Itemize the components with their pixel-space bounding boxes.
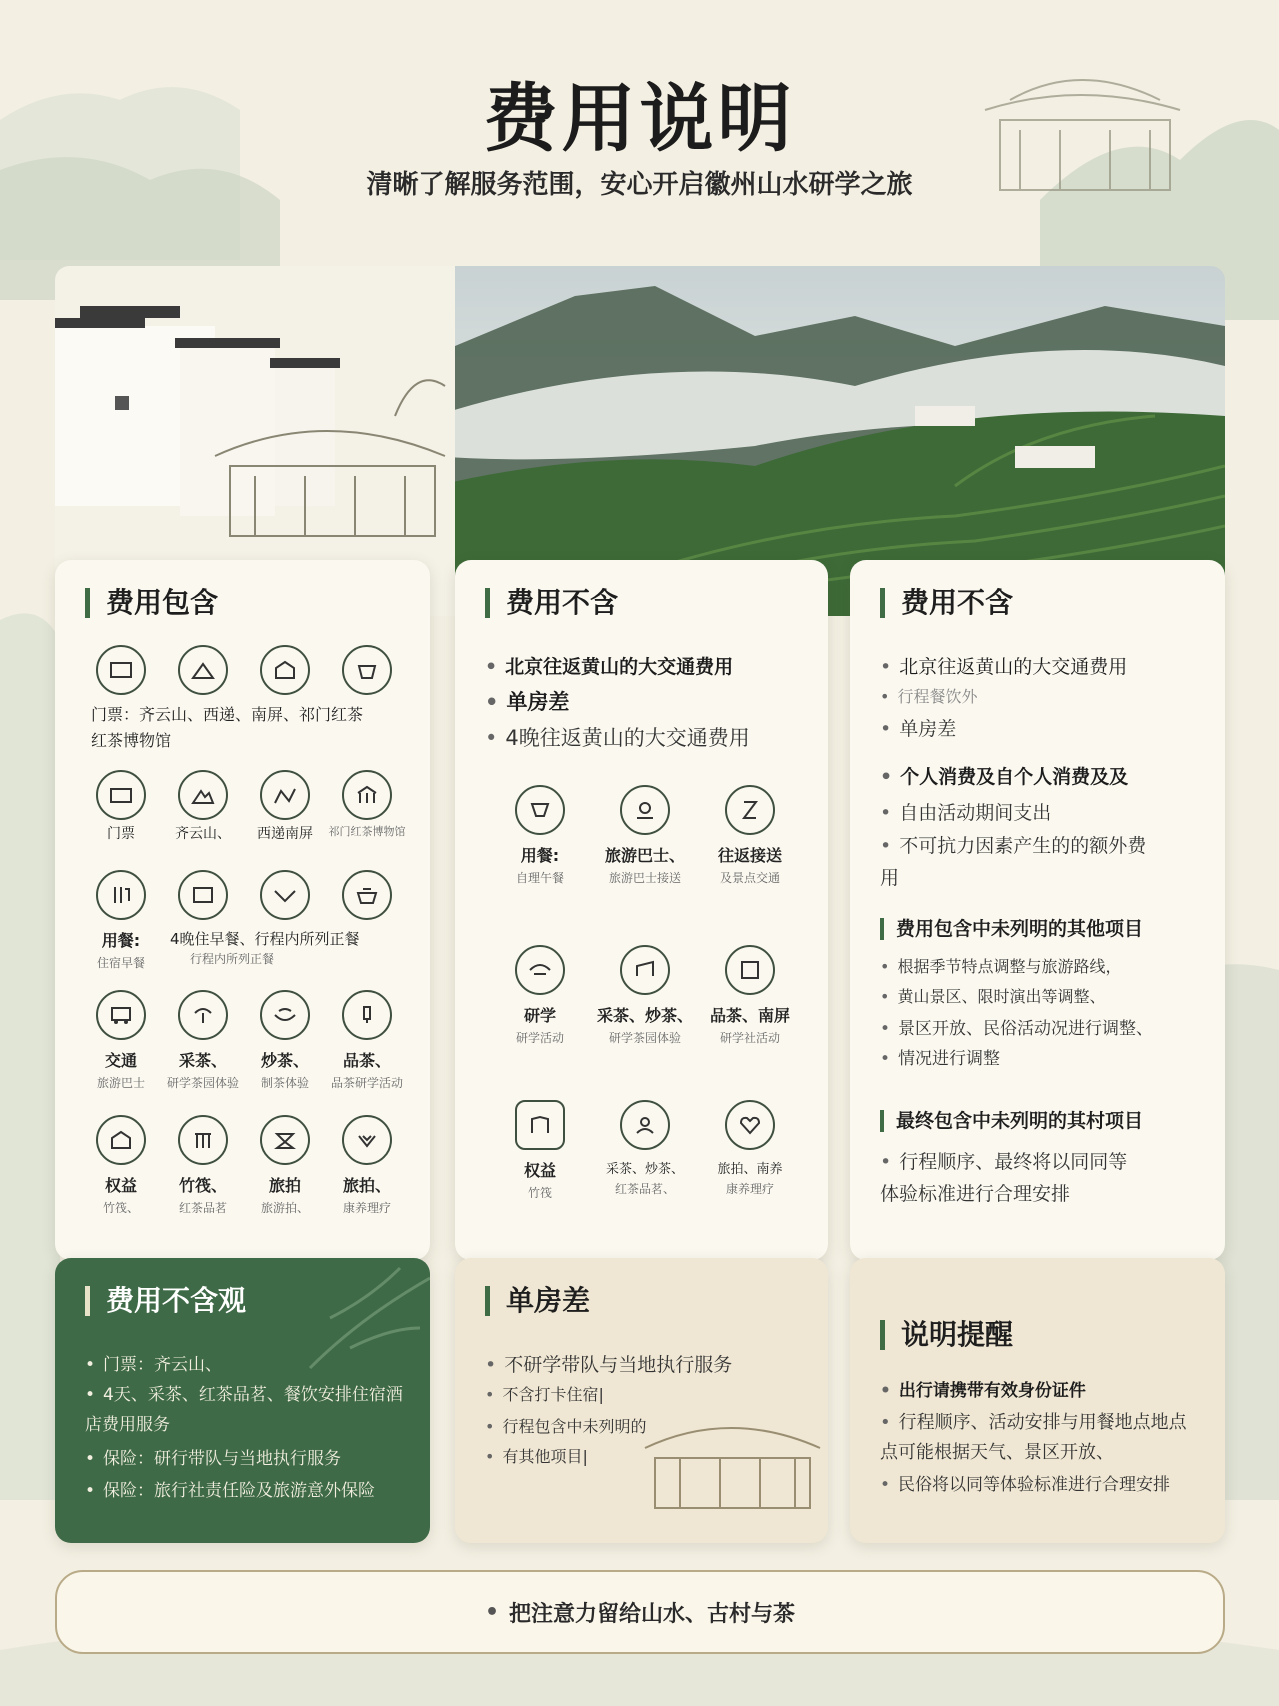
included-row5-label-1: 竹筏、 xyxy=(178,1176,227,1195)
included-row2-item-1 xyxy=(162,770,244,843)
included-row5-sub-0: 竹筏、 xyxy=(102,1201,139,1215)
mountain-icon xyxy=(178,770,228,820)
meal-item-4 xyxy=(326,870,408,920)
excluded-right-bullet-1: • 行程餐饮外 xyxy=(880,684,977,707)
excluded-mid-sub-0: 自理午餐 xyxy=(515,871,564,885)
single-room-bullet-2: • 行程包含中未列明的 xyxy=(485,1414,646,1437)
meal-label: 用餐: xyxy=(101,931,141,950)
excluded-right-bullet3-0: • 根据季节特点调整与旅游路线， xyxy=(880,954,1121,977)
transfer-icon xyxy=(725,785,775,835)
notice-bold: • 出行请携带有效身份证件 xyxy=(880,1376,1086,1401)
notice-bullet-1: • 民俗将以同等体验标准进行合理安排 xyxy=(880,1470,1170,1495)
single-room-bullet-1: • 不含打卡住宿| xyxy=(485,1382,604,1405)
excluded-mid-label-6: 权益 xyxy=(523,1161,556,1180)
included-row2-item-0 xyxy=(80,770,162,843)
single-room-card xyxy=(455,1258,828,1543)
excluded-right-bullet4-0: • 行程顺序、最终将以同同等体验标准进行合理安排 xyxy=(880,1146,1140,1210)
rights-icon xyxy=(515,1100,565,1150)
ticket-icon xyxy=(96,645,146,695)
excluded-mid-sub-4: 研学茶园体验 xyxy=(608,1031,681,1045)
museum-icon xyxy=(342,770,392,820)
meal-item xyxy=(80,870,162,971)
excluded-right-bold-1: • 个人消费及自个人消费及及 xyxy=(880,762,1128,789)
included-row5-label-0: 权益 xyxy=(104,1176,137,1195)
excluded-mid-label-2: 往返接送 xyxy=(717,846,782,865)
included-row2-item-2 xyxy=(244,770,326,843)
excluded-mid-sub-8: 康养理疗 xyxy=(725,1182,774,1196)
meal-text-line2: 行程内所列正餐 xyxy=(190,952,275,966)
bus-icon xyxy=(96,990,146,1040)
photo-icon xyxy=(260,1115,310,1165)
bamboo-raft-icon xyxy=(178,1115,228,1165)
excluded-mid-bullet-2: • 4晚往返黄山的大交通费用 xyxy=(485,722,750,752)
excluded-right-bullet-0: • 北京往返黄山的大交通费用 xyxy=(880,652,1127,679)
excluded-mid-sub-2: 及景点交通 xyxy=(719,871,780,885)
village-icon xyxy=(260,645,310,695)
notice-title: 说明提醒 xyxy=(880,1320,1013,1350)
excluded-right-bullet3-2: • 景区开放、民俗活动况进行调整、 xyxy=(880,1014,1153,1039)
excluded-mid-label-1: 旅游巴士、 xyxy=(604,846,685,865)
meal-text-line1: 4晚住早餐、行程内所列正餐 xyxy=(170,930,360,948)
included-row4-label-3: 品茶、 xyxy=(342,1051,391,1070)
excluded-mid-icon-3 xyxy=(490,945,590,1046)
included-row4-label-1: 采茶、 xyxy=(178,1051,227,1070)
included-row5-item-1 xyxy=(162,1115,244,1216)
included-row5-label-3: 旅拍、 xyxy=(342,1176,391,1195)
excluded-right-bullet-2: • 单房差 xyxy=(880,714,956,741)
excluded-mid-icon-5 xyxy=(700,945,800,1046)
excluded-mid-icon-2 xyxy=(700,785,800,886)
excluded-mid-label-0: 用餐: xyxy=(520,846,560,865)
excluded-right-bullet3-1: • 黄山景区、限时演出等调整、 xyxy=(880,984,1105,1007)
meal-icon xyxy=(96,870,146,920)
bamboo-leaves-icon xyxy=(270,1258,430,1388)
included-tickets-line1: 门票：齐云山、西递、南屏、祁门红茶 xyxy=(91,705,364,724)
excluded-green-bullet-0: • 门票：齐云山、 xyxy=(85,1350,222,1375)
notice-card xyxy=(850,1258,1225,1543)
excluded-mid-label-8: 旅拍、南养 xyxy=(717,1162,783,1177)
excluded-mid-card xyxy=(455,560,828,1260)
included-row5-sub-2: 旅游拍、 xyxy=(260,1201,309,1215)
tea-tasting-icon xyxy=(342,990,392,1040)
included-tickets-text xyxy=(91,702,411,754)
excluded-mid-label-5: 品茶、南屏 xyxy=(709,1006,790,1025)
excluded-green-title: 费用不含观 xyxy=(85,1286,246,1316)
included-row4-sub-3: 品茶研学活动 xyxy=(330,1076,403,1090)
page-subtitle: 清晰了解服务范围，安心开启徽州山水研学之旅 xyxy=(366,170,913,200)
included-title: 费用包含 xyxy=(85,588,218,618)
included-row4-item-3 xyxy=(326,990,408,1091)
included-row2-item-3 xyxy=(326,770,408,839)
notice-bullet-0: • 行程顺序、活动安排与用餐地点地点点可能根据天气、景区开放、 xyxy=(880,1408,1200,1468)
excluded-mid-icon-0 xyxy=(490,785,590,886)
footer-banner xyxy=(55,1570,1225,1654)
excluded-mid-icon-8 xyxy=(700,1100,800,1197)
excluded-mid-label-4: 采茶、炒茶、 xyxy=(596,1006,693,1025)
mountain-item xyxy=(173,645,233,695)
single-room-bullet-0: • 不研学带队与当地执行服务 xyxy=(485,1350,732,1377)
excluded-mid-bullet-1: • 单房差 xyxy=(485,686,569,716)
excluded-green-bullet-1: • 4天、采茶、红茶品茗、餐饮安排住宿酒店费用服务 xyxy=(85,1380,405,1440)
pavilion-illustration-icon xyxy=(635,1398,825,1518)
excluded-green-bullet-3: • 保险：旅行社责任险及旅游意外保险 xyxy=(85,1476,375,1501)
excluded-mid-icon-6 xyxy=(490,1100,590,1201)
study-icon xyxy=(515,945,565,995)
excluded-mid-label-3: 研学 xyxy=(523,1006,556,1025)
excluded-right-bullet2-0: • 自由活动期间支出 xyxy=(880,798,1051,825)
excluded-mid-bullet-0: • 北京往返黄山的大交通费用 xyxy=(485,652,733,679)
included-row5-item-3 xyxy=(326,1115,408,1216)
excluded-right-title: 费用不含 xyxy=(880,588,1013,618)
meal-icon xyxy=(515,785,565,835)
activity-icon xyxy=(725,945,775,995)
included-row5-item-0 xyxy=(80,1115,162,1216)
excluded-green-card xyxy=(55,1258,430,1543)
excluded-mid-sub-3: 研学活动 xyxy=(515,1031,564,1045)
included-row2-label-1: 齐云山、 xyxy=(175,826,231,842)
included-card xyxy=(55,560,430,1260)
excluded-mid-sub-5: 研学社活动 xyxy=(719,1031,780,1045)
meal-sub: 住宿早餐 xyxy=(96,956,145,970)
included-row4-label-0: 交通 xyxy=(104,1051,137,1070)
excluded-right-subtitle-2: 最终包含中未列明的其村项目 xyxy=(880,1110,1143,1132)
page-title: 费用说明 xyxy=(483,76,796,162)
leaf-icon xyxy=(260,870,310,920)
included-row2-label-3: 祁门红茶博物馆 xyxy=(328,825,406,838)
bowl-icon xyxy=(178,870,228,920)
meal-item-3 xyxy=(244,870,326,920)
excluded-mid-sub-1: 旅游巴士接送 xyxy=(608,871,681,885)
footer-text: • 把注意力留给山水、古村与茶 xyxy=(509,1601,796,1627)
excluded-right-subtitle-1: 费用包含中未列明的其他项目 xyxy=(880,918,1143,940)
excluded-mid-title: 费用不含 xyxy=(485,588,618,618)
tea-frying-icon xyxy=(260,990,310,1040)
excluded-mid-sub-7: 红茶品茗、 xyxy=(614,1182,675,1196)
tour-bus-icon xyxy=(620,785,670,835)
ticket-item xyxy=(91,645,151,695)
tea-item xyxy=(337,645,397,695)
included-row4-sub-0: 旅游巴士 xyxy=(96,1076,145,1090)
village-item xyxy=(255,645,315,695)
included-row4-item-1 xyxy=(162,990,244,1091)
excluded-mid-icon-1 xyxy=(595,785,695,886)
included-row5-sub-1: 红茶品茗 xyxy=(178,1201,227,1215)
meal-item-2 xyxy=(162,870,244,920)
included-row4-sub-1: 研学茶园体验 xyxy=(166,1076,239,1090)
included-row4-label-2: 炒茶、 xyxy=(260,1051,309,1070)
tea-picking-icon xyxy=(178,990,228,1040)
included-row5-label-2: 旅拍 xyxy=(268,1176,301,1195)
single-room-title: 单房差 xyxy=(485,1286,590,1316)
tea-icon xyxy=(342,645,392,695)
included-row2-label-0: 门票 xyxy=(107,826,135,842)
wellness-icon xyxy=(342,1115,392,1165)
included-tickets-line2: 红茶博物馆 xyxy=(91,731,172,750)
included-row2-label-2: 西递南屏 xyxy=(257,826,313,842)
mountain-icon xyxy=(178,645,228,695)
ticket-icon xyxy=(96,770,146,820)
excluded-mid-icon-4 xyxy=(595,945,695,1046)
tea-garden-icon xyxy=(620,945,670,995)
excluded-green-bullet-2: • 保险：研行带队与当地执行服务 xyxy=(85,1444,341,1469)
single-room-bullet-3: • 有其他项目| xyxy=(485,1444,588,1467)
excluded-right-card xyxy=(850,560,1225,1260)
included-row5-sub-3: 康养理疗 xyxy=(342,1201,391,1215)
included-row4-sub-2: 制茶体验 xyxy=(260,1076,309,1090)
excluded-right-bullet2-1: • 不可抗力因素产生的的额外费用 xyxy=(880,830,1160,894)
restaurant-icon xyxy=(342,870,392,920)
excluded-right-bullet3-3: • 情况进行调整 xyxy=(880,1044,1000,1069)
tea-cup-icon xyxy=(620,1100,670,1150)
excluded-mid-sub-6: 竹筏 xyxy=(527,1186,552,1200)
included-row4-item-2 xyxy=(244,990,326,1091)
excluded-mid-icon-7 xyxy=(595,1100,695,1197)
included-row4-item-0 xyxy=(80,990,162,1091)
village-icon xyxy=(260,770,310,820)
benefit-icon xyxy=(96,1115,146,1165)
heart-icon xyxy=(725,1100,775,1150)
included-row5-item-2 xyxy=(244,1115,326,1216)
excluded-mid-label-7: 采茶、炒茶、 xyxy=(605,1162,684,1177)
